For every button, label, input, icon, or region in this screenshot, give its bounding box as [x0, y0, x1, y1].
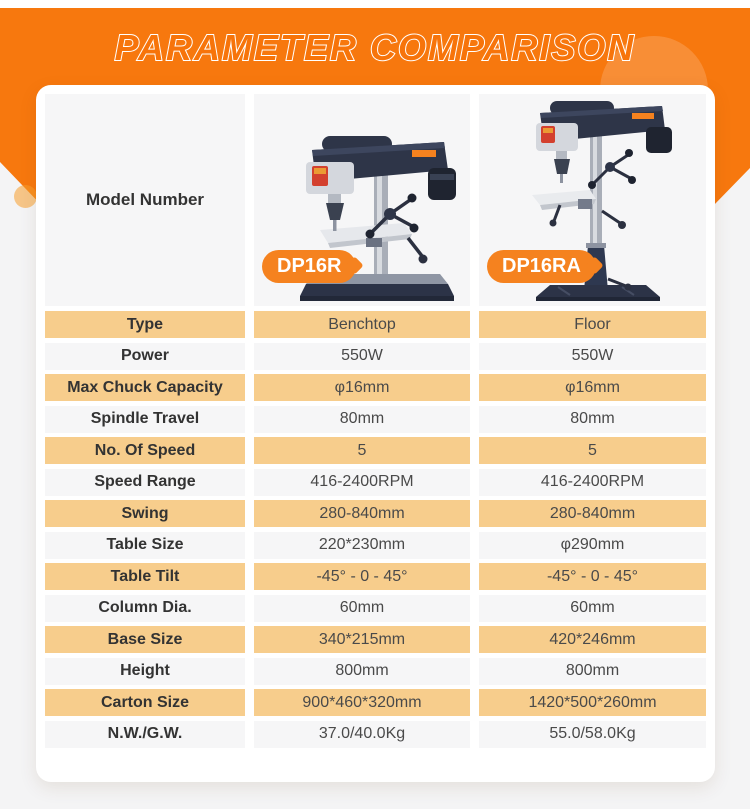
table-row	[45, 469, 706, 496]
spec-value-dp16r: φ16mm	[254, 374, 470, 401]
table-row	[45, 689, 706, 716]
table-row	[45, 437, 706, 464]
decorative-circle-small	[14, 185, 37, 208]
table-row	[45, 532, 706, 559]
spec-label: Column Dia.	[45, 595, 245, 622]
top-white-strip	[0, 0, 750, 8]
spec-label: Base Size	[45, 626, 245, 653]
spec-value-dp16ra: 416-2400RPM	[479, 469, 706, 496]
spec-value-dp16ra: 280-840mm	[479, 500, 706, 527]
spec-label: Speed Range	[45, 469, 245, 496]
spec-value-dp16r: 5	[254, 437, 470, 464]
spec-value-dp16ra: φ16mm	[479, 374, 706, 401]
table-row	[45, 311, 706, 338]
spec-value-dp16r: 800mm	[254, 658, 470, 685]
spec-label: N.W./G.W.	[45, 721, 245, 748]
table-row	[45, 658, 706, 685]
table-row	[45, 595, 706, 622]
table-row	[45, 343, 706, 370]
page-title: PARAMETER COMPARISON	[114, 27, 636, 68]
spec-label: Carton Size	[45, 689, 245, 716]
table-row	[45, 626, 706, 653]
spec-value-dp16ra: φ290mm	[479, 532, 706, 559]
model-badge-dp16ra: DP16RA	[487, 250, 596, 283]
spec-table	[45, 311, 706, 748]
spec-value-dp16ra: 80mm	[479, 406, 706, 433]
spec-value-dp16ra: 1420*500*260mm	[479, 689, 706, 716]
spec-value-dp16r: 37.0/40.0Kg	[254, 721, 470, 748]
table-row	[45, 563, 706, 590]
spec-label: Table Size	[45, 532, 245, 559]
spec-label: No. Of Speed	[45, 437, 245, 464]
spec-value-dp16r: -45° - 0 - 45°	[254, 563, 470, 590]
spec-value-dp16ra: -45° - 0 - 45°	[479, 563, 706, 590]
spec-value-dp16r: 550W	[254, 343, 470, 370]
spec-value-dp16r: 340*215mm	[254, 626, 470, 653]
comparison-card	[36, 85, 715, 782]
spec-label: Type	[45, 311, 245, 338]
model-header-row	[45, 94, 706, 306]
spec-value-dp16ra: 800mm	[479, 658, 706, 685]
spec-label: Max Chuck Capacity	[45, 374, 245, 401]
table-row	[45, 374, 706, 401]
spec-value-dp16r: 280-840mm	[254, 500, 470, 527]
table-row	[45, 721, 706, 748]
spec-label: Spindle Travel	[45, 406, 245, 433]
spec-value-dp16ra: 55.0/58.0Kg	[479, 721, 706, 748]
spec-label: Height	[45, 658, 245, 685]
spec-value-dp16r: Benchtop	[254, 311, 470, 338]
table-row	[45, 500, 706, 527]
spec-value-dp16r: 416-2400RPM	[254, 469, 470, 496]
spec-value-dp16r: 220*230mm	[254, 532, 470, 559]
spec-value-dp16ra: 60mm	[479, 595, 706, 622]
spec-label: Swing	[45, 500, 245, 527]
spec-value-dp16r: 900*460*320mm	[254, 689, 470, 716]
spec-value-dp16ra: 550W	[479, 343, 706, 370]
model-badge-dp16r: DP16R	[262, 250, 356, 283]
spec-value-dp16ra: 420*246mm	[479, 626, 706, 653]
spec-value-dp16ra: 5	[479, 437, 706, 464]
spec-label: Table Tilt	[45, 563, 245, 590]
spec-value-dp16r: 60mm	[254, 595, 470, 622]
table-row	[45, 406, 706, 433]
spec-value-dp16ra: Floor	[479, 311, 706, 338]
spec-label: Power	[45, 343, 245, 370]
product-cell-dp16r	[254, 94, 470, 306]
model-number-label: Model Number	[45, 94, 245, 306]
spec-value-dp16r: 80mm	[254, 406, 470, 433]
product-cell-dp16ra	[479, 94, 706, 306]
